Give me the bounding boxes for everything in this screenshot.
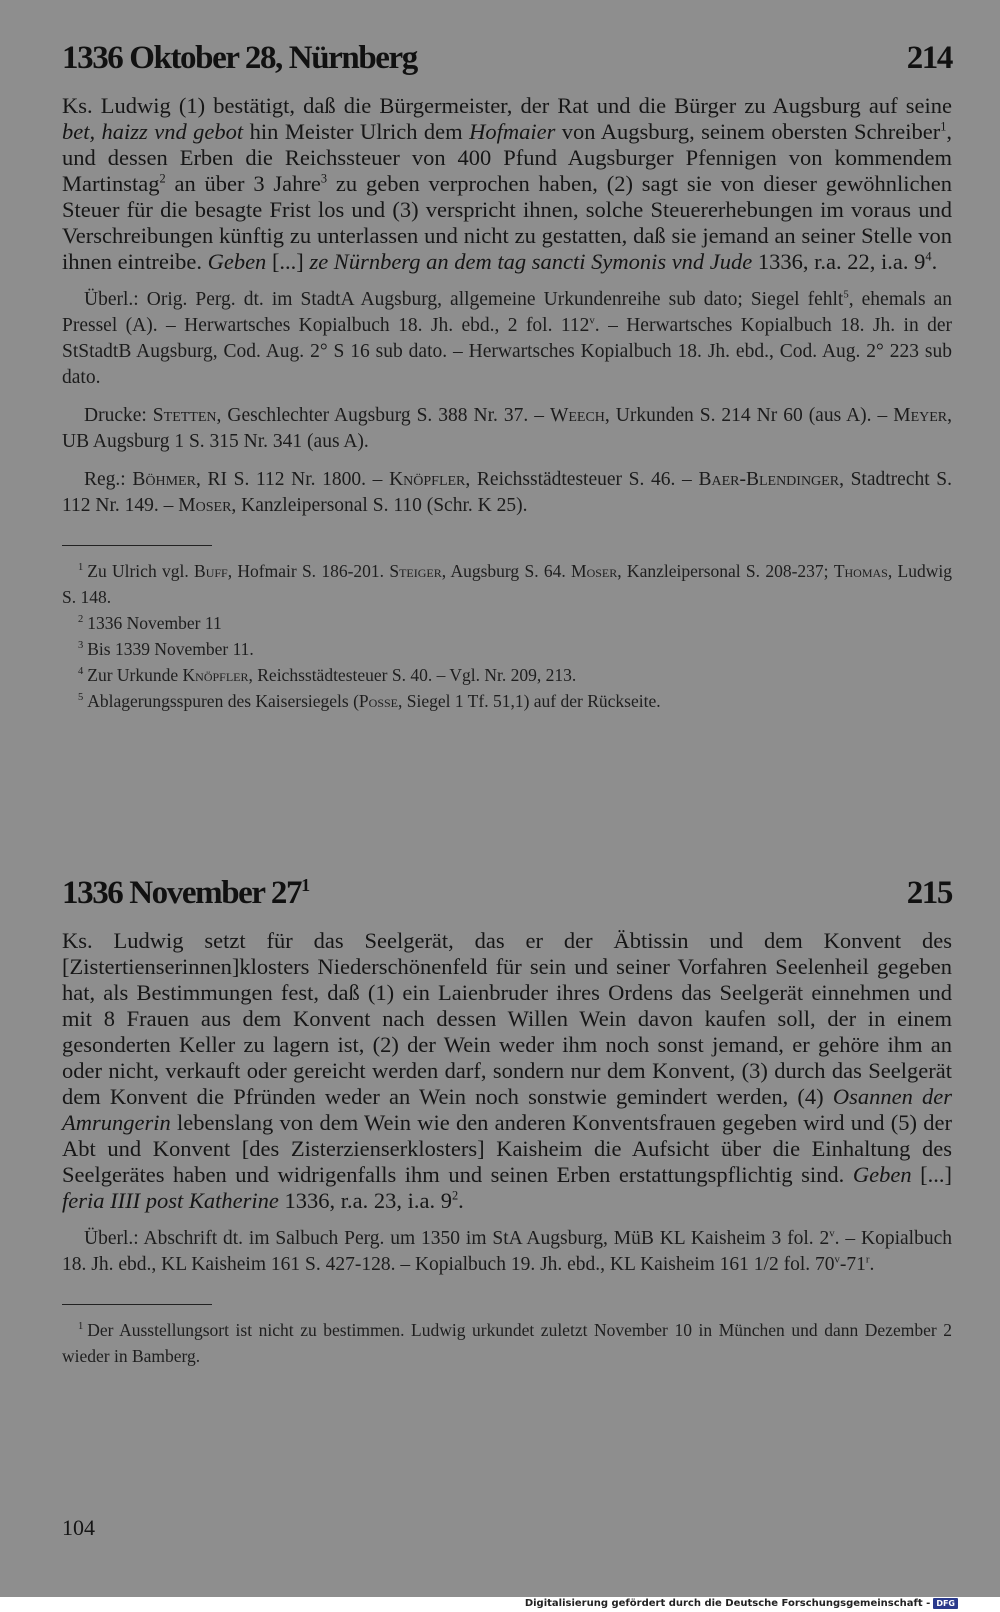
footnote-ref: 1 — [301, 875, 309, 895]
document-entry-214 — [62, 40, 952, 714]
entry-summary: Ks. Ludwig (1) bestätigt, daß die Bürgermeister, der Rat und die Bürger zu Augsburg auf seine bet, haizz vnd gebot hin Meister Ulrich dem Hofmaier von Augsburg, seinem obersten Schreiber$^1$, und dessen Erben die Reichssteuer von 400 Pfund Augsburger Pfennigen von kommendem Martinstag$^2$ an über 3 Jahre$^3$ zu geben verprochen haben, (2) sagt sie von dieser gewöhnlichen Steuer für die besagte Frist los und (3) verspricht ihnen, solche Steuererhebungen im voraus und Verschreibungen künftig zu unterlassen und nicht zu gestatten, daß sie jemand an seiner Stelle von ihnen eintreibe. Geben [...] ze Nürnberg an dem tag sancti Symonis vnd Jude 1336, r.a. 22, i.a. $9^4$. — [62, 93, 953, 274]
footnote-ref: 1 — [940, 119, 947, 134]
footnote-divider — [62, 1304, 212, 1305]
dfg-logo-icon: DFG — [933, 1598, 958, 1609]
footnote: $^1$ Der Ausstellungsort ist nicht zu bestimmen. Ludwig urkundet zuletzt November 10 in München und dann Dezember 2 wieder in Bamberg. — [62, 1320, 952, 1366]
entry-header — [62, 875, 952, 912]
footnote: $^3$ Bis 1339 November 11. — [78, 639, 254, 659]
entry-header — [62, 40, 952, 77]
footnote: $^5$ Ablagerungsspuren des Kaisersiegels (Posse, Siegel 1 Tf. 51,1) auf der Rückseite. — [78, 691, 661, 711]
footnote: $^2$ 1336 November 11 — [78, 613, 222, 633]
entry-date: 1336 November $27^1$ — [62, 875, 309, 911]
transmission-note: Überl.: Orig. Perg. dt. im StadtA Augsburg, allgemeine Urkundenreihe sub dato; Siegel fehlt$^5$, ehemals an Pressel (A). – Herwartsches Kopialbuch 18. Jh. ebd., 2 fol. 112$^v$. – Herwartsches Kopialbuch 18. Jh. in der StStadtB Augsburg, Cod. Aug. 2° S 16 sub dato. – Herwartsches Kopialbuch 18. Jh. ebd., Cod. Aug. 2° 223 sub dato. — [62, 288, 953, 388]
footnote-divider — [62, 545, 212, 546]
regesta-note: Reg.: Böhmer, RI S. 112 Nr. 1800. – Knöpfler, Reichsstädtesteuer S. 46. – Baer-Blendinger, Stadtrecht S. 112 Nr. 149. – Moser, Kanzleipersonal S. 110 (Schr. K 25). — [62, 469, 952, 516]
transmission-note: Überl.: Abschrift dt. im Salbuch Perg. um 1350 im StA Augsburg, MüB KL Kaisheim 3 fol. 2$^v$. – Kopialbuch 18. Jh. ebd., KL Kaisheim 161 S. 427-128. – Kopialbuch 19. Jh. ebd., KL Kaisheim 161 1/2 fol. 70$^v$-71$^r$. — [62, 1227, 952, 1275]
entry-number: 215 — [906, 875, 952, 911]
document-entry-215 — [62, 875, 952, 1369]
footnote: $^1$ Zu Ulrich vgl. Buff, Hofmair S. 186-201. Steiger, Augsburg S. 64. Moser, Kanzleipersonal S. 208-237; Thomas, Ludwig S. 148. — [62, 561, 952, 607]
digitization-credit: Digitalisierung gefördert durch die Deutsche Forschungsgemeinschaft - DFG — [525, 1598, 958, 1609]
footnote: $^4$ Zur Urkunde Knöpfler, Reichsstädtesteuer S. 40. – Vgl. Nr. 209, 213. — [78, 665, 577, 685]
footnote-ref: 4 — [925, 249, 932, 264]
footnote-ref: 3 — [320, 171, 328, 186]
entry-date-place: 1336 Oktober 28, Nürnberg — [62, 40, 417, 76]
footnote-ref: 2 — [451, 1188, 459, 1203]
page-number: 104 — [62, 1515, 95, 1540]
footnote-ref: 2 — [159, 171, 166, 186]
print-editions-note: Drucke: Stetten, Geschlechter Augsburg S. 388 Nr. 37. – Weech, Urkunden S. 214 Nr 60 (aus A). – Meyer, UB Augsburg 1 S. 315 Nr. 341 (aus A). — [62, 405, 953, 452]
entry-number: 214 — [906, 40, 952, 76]
entry-summary: Ks. Ludwig setzt für das Seelgerät, das er der Äbtissin und dem Konvent des [Zistertienserinnen]klosters Niederschönenfeld für sein und seiner Vorfahren Seelenheil gegeben hat, als Bestimmungen fest, daß (1) ein Laienbruder ihres Ordens das Seelgerät einnehmen und mit 8 Frauen aus dem Konvent nach dessen Willen Wein davon kaufen soll, der in einem gesonderten Keller zu lagern ist, (2) der Wein weder ihm noch sonst jemand, er gehöre ihm an oder nicht, verkauft oder gereicht werden darf, sondern nur dem Konvent, (3) durch das Seelgerät dem Konvent die Pfründen weder an Wein noch sonstwie gemindert werden, (4) Osannen der Amrungerin lebenslang von dem Wein wie den anderen Konventsfrauen gegeben wird und (5) der Abt und Konvent [des Zisterzienserklosters] Kaisheim die Aufsicht über die Einhaltung des Seelgerätes haben und widrigenfalls ihm und seinen Erben erstattungspflichtig sind. Geben [...] feria IIII post Katherine 1336, r.a. 23, i.a. $9^2$. — [62, 928, 953, 1213]
